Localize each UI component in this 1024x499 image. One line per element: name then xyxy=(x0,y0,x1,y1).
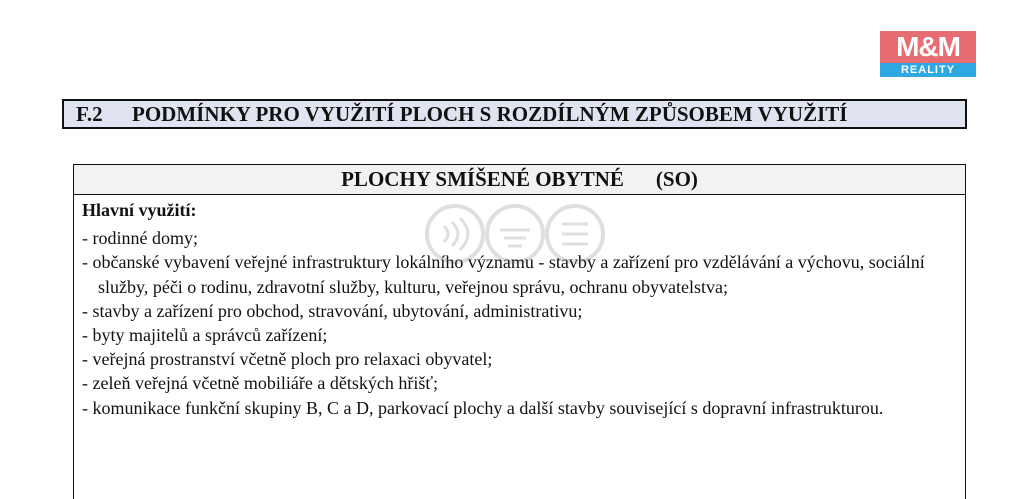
list-item: - byty majitelů a správců zařízení; xyxy=(82,325,328,346)
list-item: - stavby a zařízení pro obchod, stravování, ubytování, administrativu; xyxy=(82,300,583,321)
list-item: - občanské vybavení veřejné infrastruktury lokálního významu - stavby a zařízení pro vzdělávání a výchovu, sociální služby, péči o rodinu, zdravotní služby, kulturu, veřejnou správu, ochranu obyvatelstva; xyxy=(82,252,925,297)
list-item: - veřejná prostranství včetně ploch pro relaxaci obyvatel; xyxy=(82,349,493,370)
zoning-table xyxy=(73,164,966,499)
table-header xyxy=(74,165,965,195)
table-title: PLOCHY SMÍŠENÉ OBYTNÉ xyxy=(341,167,624,191)
list-item: - rodinné domy; xyxy=(82,228,198,249)
logo-top-text: M&M xyxy=(880,31,976,63)
logo-bottom-text: REALITY xyxy=(880,63,976,77)
table-body xyxy=(74,195,965,420)
list-item: - zeleň veřejná včetně mobiliáře a dětských hřišť; xyxy=(82,373,439,394)
section-title: PODMÍNKY PRO VYUŽITÍ PLOCH S ROZDÍLNÝM ZPŮSOBEM VYUŽITÍ xyxy=(132,101,848,126)
section-header xyxy=(62,99,967,129)
section-number: F.2 xyxy=(76,101,103,126)
table-code: (SO) xyxy=(655,167,698,191)
list-item: - komunikace funkční skupiny B, C a D, parkovací plochy a další stavby související s dopravní infrastrukturou. xyxy=(82,397,884,418)
mm-reality-logo xyxy=(880,31,976,77)
main-use-heading: Hlavní využití: xyxy=(82,200,197,220)
